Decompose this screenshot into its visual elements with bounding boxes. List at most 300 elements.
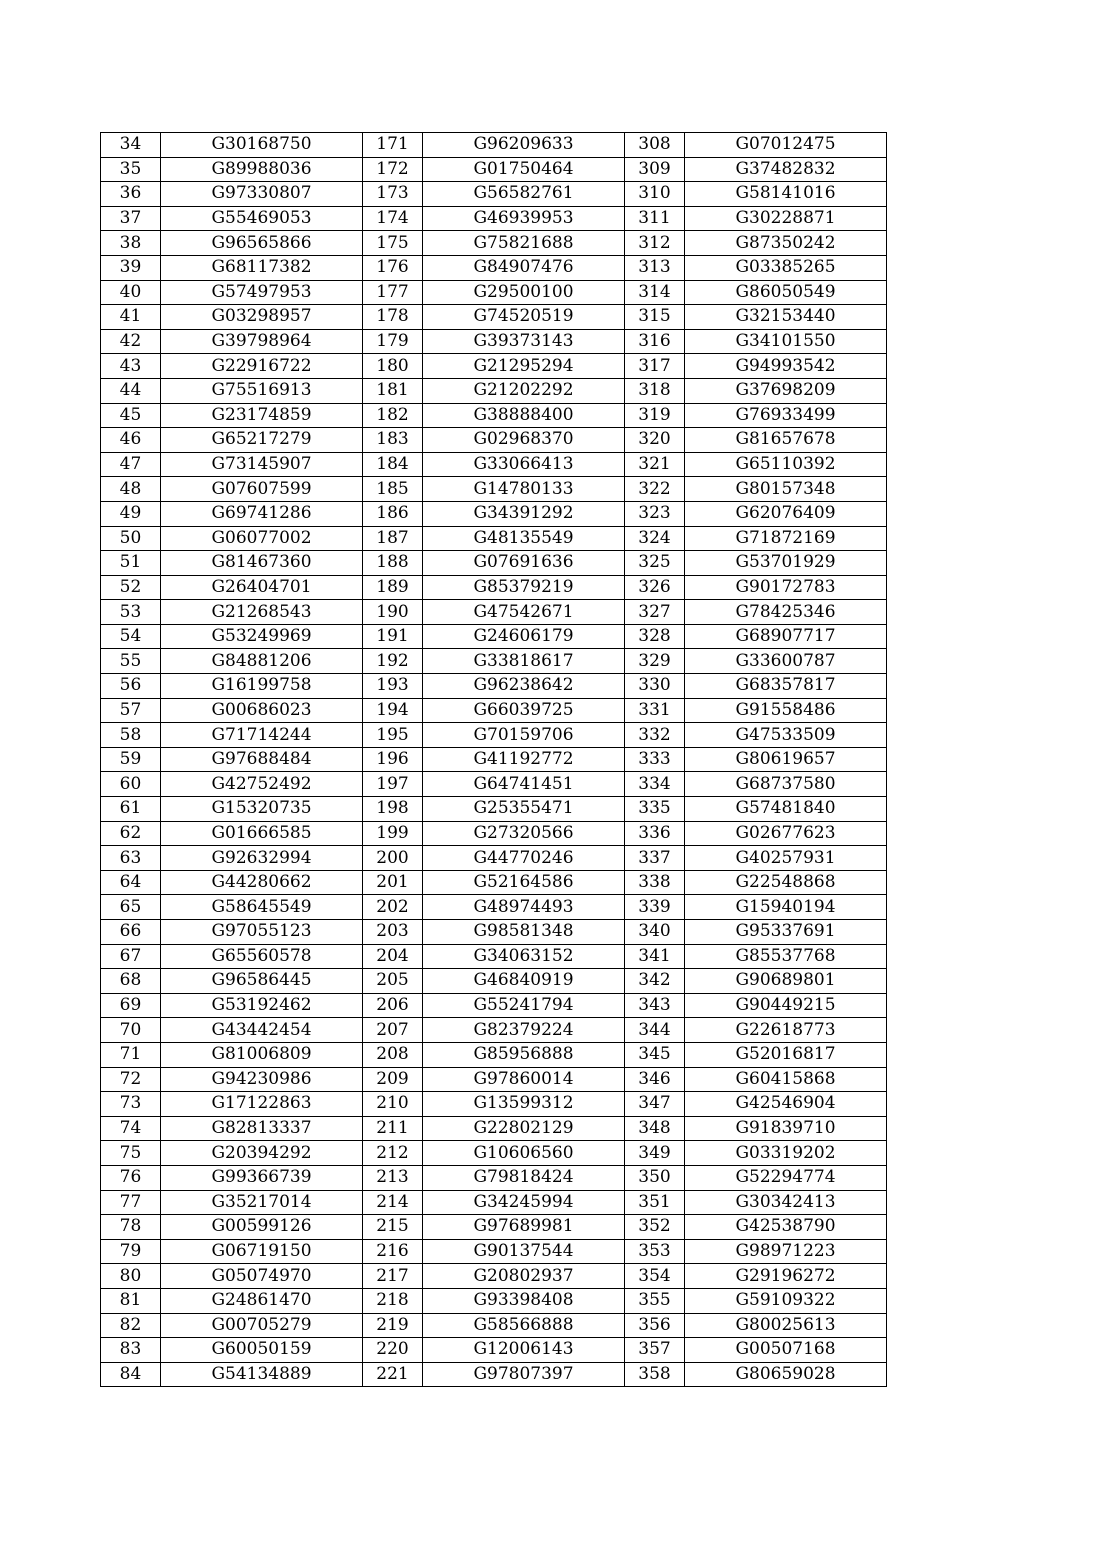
table-row [101,501,887,526]
serial-number-cell: 174 [363,206,423,231]
table-row [101,1141,887,1166]
code-cell: G71714244 [161,723,363,748]
serial-number-cell: 340 [625,920,685,945]
code-cell: G30168750 [161,133,363,158]
code-cell: G85379219 [423,575,625,600]
code-cell: G80619657 [685,747,887,772]
serial-number-cell: 332 [625,723,685,748]
serial-number-cell: 322 [625,477,685,502]
code-cell: G34391292 [423,501,625,526]
code-cell: G15320735 [161,797,363,822]
serial-number-cell: 329 [625,649,685,674]
serial-number-cell: 69 [101,993,161,1018]
code-cell: G78425346 [685,600,887,625]
code-cell: G37482832 [685,157,887,182]
serial-number-cell: 171 [363,133,423,158]
code-cell: G25355471 [423,797,625,822]
serial-number-cell: 75 [101,1141,161,1166]
serial-number-cell: 338 [625,870,685,895]
serial-number-cell: 44 [101,378,161,403]
code-cell: G53701929 [685,551,887,576]
serial-number-cell: 328 [625,624,685,649]
serial-number-cell: 316 [625,329,685,354]
table-row [101,624,887,649]
code-cell: G06719150 [161,1239,363,1264]
table-row [101,477,887,502]
code-cell: G54134889 [161,1362,363,1387]
serial-number-cell: 172 [363,157,423,182]
code-cell: G90449215 [685,993,887,1018]
code-cell: G47542671 [423,600,625,625]
serial-number-cell: 344 [625,1018,685,1043]
serial-number-cell: 71 [101,1042,161,1067]
serial-number-cell: 60 [101,772,161,797]
serial-number-cell: 314 [625,280,685,305]
code-cell: G97689981 [423,1215,625,1240]
serial-number-cell: 64 [101,870,161,895]
serial-number-cell: 208 [363,1042,423,1067]
code-cell: G34245994 [423,1190,625,1215]
serial-number-cell: 356 [625,1313,685,1338]
serial-number-cell: 183 [363,428,423,453]
serial-number-cell: 211 [363,1116,423,1141]
serial-number-cell: 351 [625,1190,685,1215]
code-cell: G24606179 [423,624,625,649]
serial-number-cell: 323 [625,501,685,526]
table-row [101,305,887,330]
serial-number-cell: 218 [363,1288,423,1313]
code-cell: G86050549 [685,280,887,305]
table-row [101,1018,887,1043]
code-cell: G32153440 [685,305,887,330]
table-row [101,1362,887,1387]
code-cell: G00705279 [161,1313,363,1338]
code-cell: G21202292 [423,378,625,403]
code-cell: G82813337 [161,1116,363,1141]
code-cell: G98971223 [685,1239,887,1264]
table-row [101,600,887,625]
code-cell: G94993542 [685,354,887,379]
serial-number-cell: 319 [625,403,685,428]
table-row [101,993,887,1018]
code-cell: G33818617 [423,649,625,674]
table-row [101,944,887,969]
table-row [101,551,887,576]
code-cell: G60050159 [161,1338,363,1363]
code-cell: G68907717 [685,624,887,649]
serial-number-cell: 200 [363,846,423,871]
serial-number-cell: 50 [101,526,161,551]
serial-number-cell: 57 [101,698,161,723]
code-cell: G82379224 [423,1018,625,1043]
serial-number-cell: 68 [101,969,161,994]
serial-number-cell: 315 [625,305,685,330]
code-cell: G38888400 [423,403,625,428]
serial-number-cell: 337 [625,846,685,871]
serial-number-cell: 82 [101,1313,161,1338]
code-cell: G22618773 [685,1018,887,1043]
table-row [101,895,887,920]
code-cell: G43442454 [161,1018,363,1043]
code-cell: G68117382 [161,255,363,280]
code-cell: G96586445 [161,969,363,994]
code-cell: G75516913 [161,378,363,403]
code-cell: G44770246 [423,846,625,871]
code-cell: G96565866 [161,231,363,256]
serial-number-cell: 78 [101,1215,161,1240]
serial-number-cell: 202 [363,895,423,920]
code-cell: G47533509 [685,723,887,748]
serial-number-cell: 313 [625,255,685,280]
code-cell: G22548868 [685,870,887,895]
serial-number-cell: 333 [625,747,685,772]
code-cell: G46939953 [423,206,625,231]
code-cell: G57497953 [161,280,363,305]
code-cell: G33600787 [685,649,887,674]
code-cell: G13599312 [423,1092,625,1117]
serial-number-cell: 179 [363,329,423,354]
serial-number-cell: 197 [363,772,423,797]
serial-number-cell: 199 [363,821,423,846]
code-cell: G71872169 [685,526,887,551]
serial-number-cell: 38 [101,231,161,256]
table-row [101,674,887,699]
code-cell: G52164586 [423,870,625,895]
code-cell: G01750464 [423,157,625,182]
serial-number-cell: 175 [363,231,423,256]
serial-number-cell: 353 [625,1239,685,1264]
serial-number-cell: 47 [101,452,161,477]
code-cell: G02968370 [423,428,625,453]
table-row [101,1116,887,1141]
code-cell: G29196272 [685,1264,887,1289]
code-cell: G62076409 [685,501,887,526]
table-row [101,1092,887,1117]
code-cell: G22916722 [161,354,363,379]
serial-number-cell: 215 [363,1215,423,1240]
serial-number-cell: 77 [101,1190,161,1215]
serial-number-cell: 188 [363,551,423,576]
serial-number-cell: 76 [101,1165,161,1190]
code-cell: G84881206 [161,649,363,674]
code-cell: G35217014 [161,1190,363,1215]
serial-number-cell: 61 [101,797,161,822]
serial-number-cell: 49 [101,501,161,526]
code-cell: G55469053 [161,206,363,231]
serial-number-cell: 84 [101,1362,161,1387]
code-cell: G06077002 [161,526,363,551]
serial-number-cell: 195 [363,723,423,748]
code-cell: G58566888 [423,1313,625,1338]
serial-number-cell: 220 [363,1338,423,1363]
serial-number-cell: 326 [625,575,685,600]
serial-number-cell: 58 [101,723,161,748]
serial-number-cell: 354 [625,1264,685,1289]
code-cell: G41192772 [423,747,625,772]
serial-number-cell: 79 [101,1239,161,1264]
table-row [101,378,887,403]
table-row [101,1288,887,1313]
code-cell: G89988036 [161,157,363,182]
table-row [101,969,887,994]
code-cell: G56582761 [423,182,625,207]
code-cell: G57481840 [685,797,887,822]
code-cell: G58645549 [161,895,363,920]
serial-number-cell: 185 [363,477,423,502]
code-cell: G20802937 [423,1264,625,1289]
serial-number-cell: 212 [363,1141,423,1166]
serial-number-cell: 81 [101,1288,161,1313]
table-row [101,1165,887,1190]
code-cell: G99366739 [161,1165,363,1190]
code-cell: G15940194 [685,895,887,920]
serial-number-cell: 308 [625,133,685,158]
serial-number-cell: 335 [625,797,685,822]
code-cell: G14780133 [423,477,625,502]
serial-number-cell: 46 [101,428,161,453]
code-cell: G00507168 [685,1338,887,1363]
serial-number-cell: 83 [101,1338,161,1363]
table-row [101,747,887,772]
serial-number-cell: 349 [625,1141,685,1166]
serial-number-cell: 70 [101,1018,161,1043]
serial-number-cell: 41 [101,305,161,330]
serial-number-cell: 43 [101,354,161,379]
code-cell: G53249969 [161,624,363,649]
serial-number-cell: 35 [101,157,161,182]
serial-number-cell: 39 [101,255,161,280]
code-cell: G70159706 [423,723,625,748]
serial-number-cell: 204 [363,944,423,969]
serial-number-cell: 186 [363,501,423,526]
serial-number-cell: 192 [363,649,423,674]
code-cell: G69741286 [161,501,363,526]
code-cell: G87350242 [685,231,887,256]
serial-number-cell: 59 [101,747,161,772]
code-cell: G26404701 [161,575,363,600]
serial-number-cell: 345 [625,1042,685,1067]
table-row [101,846,887,871]
code-cell: G60415868 [685,1067,887,1092]
code-cell: G95337691 [685,920,887,945]
table-row [101,255,887,280]
code-cell: G64741451 [423,772,625,797]
serial-number-cell: 358 [625,1362,685,1387]
code-cell: G94230986 [161,1067,363,1092]
serial-number-cell: 63 [101,846,161,871]
serial-number-cell: 176 [363,255,423,280]
serial-number-cell: 213 [363,1165,423,1190]
serial-number-cell: 334 [625,772,685,797]
code-cell: G65560578 [161,944,363,969]
serial-number-cell: 342 [625,969,685,994]
code-cell: G90172783 [685,575,887,600]
code-cell: G91558486 [685,698,887,723]
code-cell: G74520519 [423,305,625,330]
serial-number-cell: 357 [625,1338,685,1363]
code-cell: G80025613 [685,1313,887,1338]
code-cell: G21268543 [161,600,363,625]
code-cell: G39373143 [423,329,625,354]
serial-number-cell: 48 [101,477,161,502]
serial-number-cell: 42 [101,329,161,354]
code-cell: G34063152 [423,944,625,969]
code-cell: G90137544 [423,1239,625,1264]
code-cell: G03385265 [685,255,887,280]
code-cell: G53192462 [161,993,363,1018]
code-cell: G65110392 [685,452,887,477]
code-cell: G80659028 [685,1362,887,1387]
code-cell: G34101550 [685,329,887,354]
serial-number-cell: 310 [625,182,685,207]
serial-number-cell: 330 [625,674,685,699]
code-cell: G30342413 [685,1190,887,1215]
serial-number-cell: 65 [101,895,161,920]
table-row [101,1042,887,1067]
code-cell: G66039725 [423,698,625,723]
code-cell: G92632994 [161,846,363,871]
code-cell: G00599126 [161,1215,363,1240]
code-cell: G97330807 [161,182,363,207]
code-table-body [101,133,887,1387]
serial-number-cell: 324 [625,526,685,551]
code-cell: G00686023 [161,698,363,723]
code-cell: G48974493 [423,895,625,920]
serial-number-cell: 40 [101,280,161,305]
serial-number-cell: 309 [625,157,685,182]
table-row [101,280,887,305]
code-cell: G48135549 [423,526,625,551]
code-table [100,132,887,1387]
serial-number-cell: 206 [363,993,423,1018]
code-cell: G40257931 [685,846,887,871]
code-cell: G93398408 [423,1288,625,1313]
serial-number-cell: 187 [363,526,423,551]
serial-number-cell: 325 [625,551,685,576]
serial-number-cell: 34 [101,133,161,158]
serial-number-cell: 196 [363,747,423,772]
serial-number-cell: 45 [101,403,161,428]
serial-number-cell: 54 [101,624,161,649]
table-row [101,920,887,945]
table-row [101,206,887,231]
serial-number-cell: 194 [363,698,423,723]
code-cell: G96209633 [423,133,625,158]
serial-number-cell: 173 [363,182,423,207]
code-cell: G39798964 [161,329,363,354]
table-row [101,1239,887,1264]
serial-number-cell: 311 [625,206,685,231]
code-cell: G42546904 [685,1092,887,1117]
code-cell: G01666585 [161,821,363,846]
serial-number-cell: 221 [363,1362,423,1387]
serial-number-cell: 203 [363,920,423,945]
code-cell: G52294774 [685,1165,887,1190]
table-row [101,1264,887,1289]
table-row [101,1338,887,1363]
table-row [101,133,887,158]
code-cell: G20394292 [161,1141,363,1166]
table-row [101,698,887,723]
code-cell: G79818424 [423,1165,625,1190]
code-cell: G10606560 [423,1141,625,1166]
table-row [101,403,887,428]
table-row [101,157,887,182]
serial-number-cell: 180 [363,354,423,379]
code-cell: G65217279 [161,428,363,453]
serial-number-cell: 320 [625,428,685,453]
serial-number-cell: 184 [363,452,423,477]
code-cell: G44280662 [161,870,363,895]
serial-number-cell: 318 [625,378,685,403]
table-row [101,452,887,477]
serial-number-cell: 74 [101,1116,161,1141]
code-cell: G46840919 [423,969,625,994]
code-cell: G90689801 [685,969,887,994]
code-cell: G59109322 [685,1288,887,1313]
serial-number-cell: 216 [363,1239,423,1264]
code-cell: G23174859 [161,403,363,428]
serial-number-cell: 55 [101,649,161,674]
serial-number-cell: 217 [363,1264,423,1289]
serial-number-cell: 214 [363,1190,423,1215]
table-row [101,575,887,600]
table-row [101,1313,887,1338]
serial-number-cell: 190 [363,600,423,625]
table-row [101,354,887,379]
serial-number-cell: 346 [625,1067,685,1092]
code-cell: G07691636 [423,551,625,576]
code-cell: G98581348 [423,920,625,945]
serial-number-cell: 53 [101,600,161,625]
serial-number-cell: 350 [625,1165,685,1190]
code-cell: G96238642 [423,674,625,699]
code-cell: G16199758 [161,674,363,699]
table-row [101,329,887,354]
code-cell: G68357817 [685,674,887,699]
table-row [101,723,887,748]
code-cell: G81657678 [685,428,887,453]
serial-number-cell: 178 [363,305,423,330]
serial-number-cell: 317 [625,354,685,379]
code-cell: G84907476 [423,255,625,280]
code-cell: G24861470 [161,1288,363,1313]
serial-number-cell: 67 [101,944,161,969]
table-row [101,428,887,453]
table-row [101,797,887,822]
serial-number-cell: 52 [101,575,161,600]
code-cell: G17122863 [161,1092,363,1117]
code-cell: G76933499 [685,403,887,428]
table-row [101,870,887,895]
code-cell: G12006143 [423,1338,625,1363]
table-row [101,649,887,674]
code-cell: G85537768 [685,944,887,969]
serial-number-cell: 327 [625,600,685,625]
code-cell: G42752492 [161,772,363,797]
code-cell: G97688484 [161,747,363,772]
serial-number-cell: 336 [625,821,685,846]
code-cell: G81467360 [161,551,363,576]
serial-number-cell: 343 [625,993,685,1018]
code-cell: G97055123 [161,920,363,945]
serial-number-cell: 331 [625,698,685,723]
serial-number-cell: 207 [363,1018,423,1043]
serial-number-cell: 348 [625,1116,685,1141]
code-cell: G02677623 [685,821,887,846]
serial-number-cell: 191 [363,624,423,649]
serial-number-cell: 189 [363,575,423,600]
